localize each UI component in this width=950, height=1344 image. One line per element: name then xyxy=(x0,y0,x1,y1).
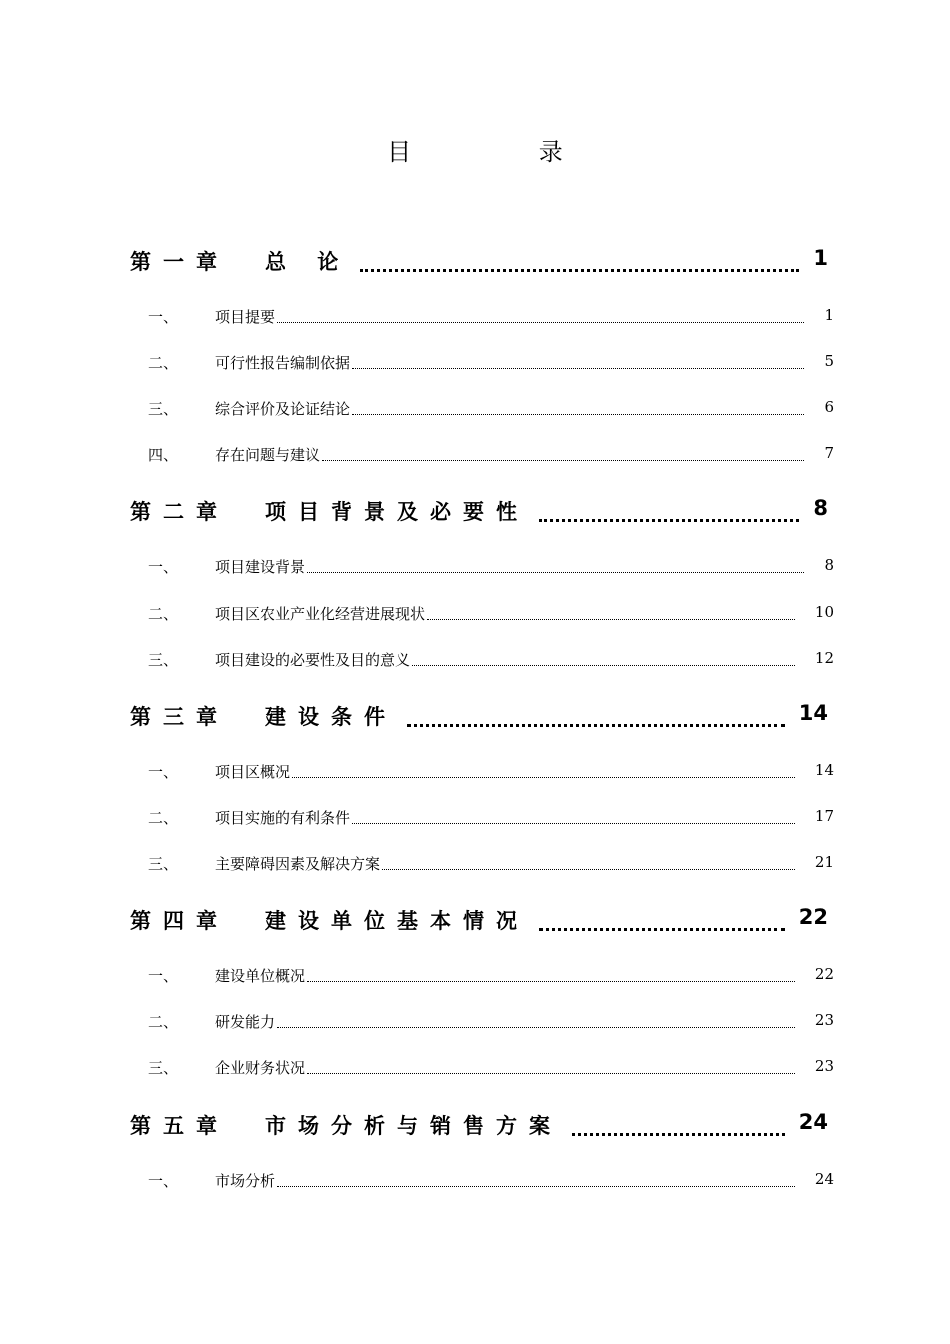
toc-entry-number: 二、 xyxy=(148,809,179,827)
toc-dot-leader xyxy=(407,724,785,727)
toc-entry-title: 研发能力 xyxy=(215,1013,276,1031)
toc-entry-number: 第四章 xyxy=(130,909,229,933)
toc-entry-title: 主要障碍因素及解决方案 xyxy=(215,855,381,873)
toc-dot-leader xyxy=(352,823,795,824)
toc-entry-number: 三、 xyxy=(148,400,179,418)
toc-entry-number: 二、 xyxy=(148,1013,179,1031)
toc-entry-title: 项目区农业产业化经营进展现状 xyxy=(215,605,426,623)
toc-entry-number: 第三章 xyxy=(130,705,229,729)
toc-dot-leader xyxy=(539,928,785,931)
toc-page-number: 6 xyxy=(824,398,834,416)
toc-page-number: 14 xyxy=(814,761,834,779)
toc-dot-leader xyxy=(292,777,795,778)
toc-entry-title: 项目实施的有利条件 xyxy=(215,809,351,827)
toc-page-number: 10 xyxy=(814,603,834,621)
toc-page-number: 8 xyxy=(824,556,834,574)
toc-page-number: 23 xyxy=(814,1011,834,1029)
toc-entry-number: 一、 xyxy=(148,967,179,985)
toc-page-number: 22 xyxy=(798,905,828,929)
toc-entry-number: 四、 xyxy=(148,446,179,464)
toc-entry-title: 建设条件 xyxy=(265,705,397,729)
page-title: 目 录 xyxy=(387,138,623,166)
toc-entry-title: 总 论 xyxy=(265,250,351,274)
toc-entry-number: 二、 xyxy=(148,605,179,623)
toc-page-number: 14 xyxy=(798,701,828,725)
toc-entry-number: 三、 xyxy=(148,855,179,873)
toc-entry-title: 项目提要 xyxy=(215,308,276,326)
toc-entry-title: 市场分析与销售方案 xyxy=(265,1114,562,1138)
toc-dot-leader xyxy=(307,981,795,982)
toc-entry-number: 第五章 xyxy=(130,1114,229,1138)
toc-entry-title: 项目建设背景 xyxy=(215,558,306,576)
toc-dot-leader xyxy=(539,519,799,522)
toc-entry-title: 可行性报告编制依据 xyxy=(215,354,351,372)
toc-page-number: 1 xyxy=(824,306,834,324)
toc-dot-leader xyxy=(307,572,804,573)
toc-dot-leader xyxy=(277,1186,795,1187)
toc-entry-title: 企业财务状况 xyxy=(215,1059,306,1077)
toc-entry-title: 建设单位概况 xyxy=(215,967,306,985)
toc-entry-title: 建设单位基本情况 xyxy=(265,909,529,933)
toc-page-number: 8 xyxy=(813,496,828,520)
toc-page-number: 17 xyxy=(814,807,834,825)
toc-entry-number: 第二章 xyxy=(130,500,229,524)
toc-entry-number: 第一章 xyxy=(130,250,229,274)
toc-dot-leader xyxy=(412,665,795,666)
toc-entry-title: 项目背景及必要性 xyxy=(265,500,529,524)
toc-entry-title: 市场分析 xyxy=(215,1172,276,1190)
toc-page-number: 12 xyxy=(814,649,834,667)
toc-entry-number: 一、 xyxy=(148,1172,179,1190)
toc-entry-number: 二、 xyxy=(148,354,179,372)
toc-dot-leader xyxy=(360,269,799,272)
toc-entry-number: 三、 xyxy=(148,651,179,669)
toc-entry-title: 综合评价及论证结论 xyxy=(215,400,351,418)
toc-page-number: 22 xyxy=(814,965,834,983)
toc-page-number: 21 xyxy=(814,853,834,871)
toc-dot-leader xyxy=(277,322,804,323)
toc-dot-leader xyxy=(307,1073,795,1074)
toc-entry-number: 一、 xyxy=(148,763,179,781)
toc-dot-leader xyxy=(572,1133,785,1136)
toc-entry-number: 一、 xyxy=(148,558,179,576)
toc-dot-leader xyxy=(322,460,804,461)
toc-entry-title: 项目区概况 xyxy=(215,763,291,781)
toc-dot-leader xyxy=(382,869,795,870)
toc-page-number: 24 xyxy=(798,1110,828,1134)
toc-page-number: 23 xyxy=(814,1057,834,1075)
toc-entry-number: 三、 xyxy=(148,1059,179,1077)
toc-dot-leader xyxy=(427,619,795,620)
toc-page-number: 1 xyxy=(813,246,828,270)
toc-entry-title: 存在问题与建议 xyxy=(215,446,321,464)
toc-page-number: 7 xyxy=(824,444,834,462)
toc-dot-leader xyxy=(352,368,804,369)
toc-entry-title: 项目建设的必要性及目的意义 xyxy=(215,651,411,669)
toc-dot-leader xyxy=(352,414,804,415)
toc-entry-number: 一、 xyxy=(148,308,179,326)
toc-page-number: 24 xyxy=(814,1170,834,1188)
toc-page-number: 5 xyxy=(824,352,834,370)
toc-dot-leader xyxy=(277,1027,795,1028)
